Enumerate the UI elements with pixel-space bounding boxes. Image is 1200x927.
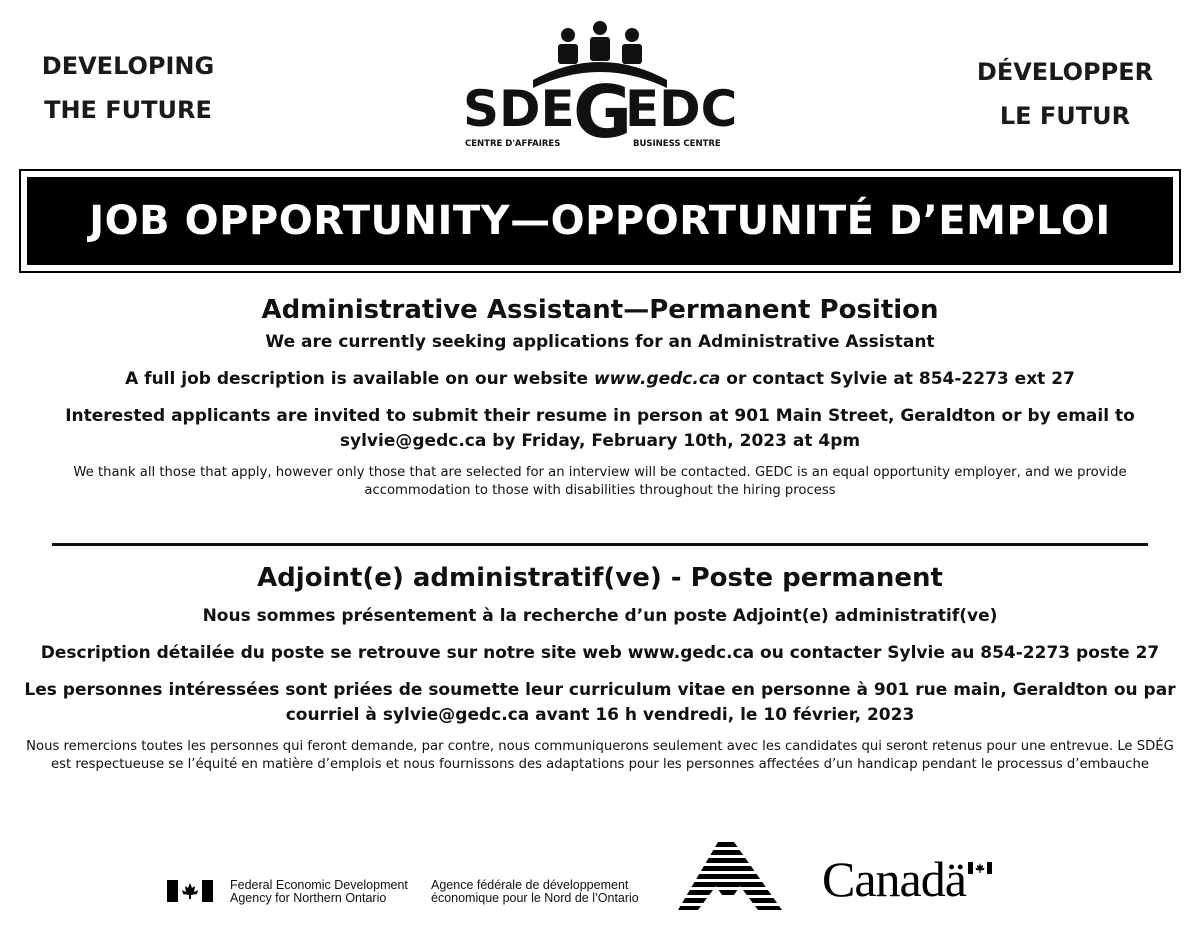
tagline-line: DÉVELOPPER (976, 58, 1154, 86)
logo-right-letters: EDC (625, 80, 738, 138)
agency-line: économique pour le Nord de l’Ontario (431, 891, 639, 905)
english-line-1: We are currently seeking applications for an Administrative Assistant (265, 332, 935, 352)
french-heading: Adjoint(e) administratif(ve) - Poste permanent (257, 563, 943, 593)
fednor-logo-icon (678, 842, 782, 910)
french-line-3: Les personnes intéressées sont priées de soumette leur curriculum vitae en personne à 901 rue main, Geraldton ou par courriel à sylvie@gedc.ca avant 16 h vendredi, le 10 février, 2023 (24, 680, 1176, 725)
agency-line: Agency for Northern Ontario (230, 891, 387, 905)
canada-flag-icon (167, 880, 213, 902)
english-line-2-start: A full job description is available on our website (125, 369, 594, 389)
french-line-1: Nous sommes présentement à la recherche d’un poste Adjoint(e) administratif(ve) (202, 606, 998, 626)
french-line-2: Description détailée du poste se retrouve sur notre site web www.gedc.ca ou contacter Sylvie au 854-2273 poste 27 (40, 643, 1160, 663)
agency-line: Federal Economic Development (230, 878, 408, 892)
french-section (20, 561, 1180, 774)
english-line-2 (20, 367, 1180, 392)
english-heading: Administrative Assistant—Permanent Position (261, 295, 939, 325)
english-section (20, 293, 1180, 500)
tagline-line: DEVELOPING (41, 52, 215, 80)
job-opportunity-banner (19, 169, 1181, 273)
tagline-line: THE FUTURE (44, 96, 212, 124)
agency-name-french (431, 879, 639, 905)
tagline-line: LE FUTUR (999, 102, 1131, 130)
logo-sub-left: CENTRE D'AFFAIRES (465, 139, 561, 149)
banner-title: JOB OPPORTUNITY—OPPORTUNITÉ D’EMPLOI (27, 177, 1173, 265)
french-note: Nous remercions toutes les personnes qui feront demande, par contre, nous communiquerons seulement avec les candidates qui seront retenus pour une entrevue. Le SDÉG est respectueuse se l’équité en matière d’emplois et nous fournissons des adaptations pour les personnes affectées d’un handicap pendant le processus d’embauche (26, 739, 1174, 772)
section-divider (52, 543, 1148, 546)
english-line-3: Interested applicants are invited to submit their resume in person at 901 Main Street, Geraldton or by email to sylvie@gedc.ca by Friday, February 10th, 2023 at 4pm (65, 406, 1135, 451)
tagline-french (970, 50, 1160, 138)
funder-footer (0, 840, 1200, 920)
agency-name-english (230, 879, 408, 905)
agency-line: Agence fédérale de développement (431, 878, 629, 892)
tagline-english (40, 44, 216, 132)
logo-big-g: G (573, 70, 633, 154)
website-link[interactable]: www.gedc.ca (593, 369, 721, 389)
logo-sub-right: BUSINESS CENTRE (633, 139, 721, 149)
english-line-2-end: or contact Sylvie at 854-2273 ext 27 (720, 369, 1075, 389)
wordmark-flag-icon (968, 862, 992, 874)
english-note: We thank all those that apply, however only those that are selected for an interview will be contacted. GEDC is an equal opportunity employer, and we provide accommodation to those with disabilities throughout the hiring process (73, 465, 1127, 498)
sdegedc-logo (455, 10, 745, 158)
canada-wordmark: Canadä (822, 851, 966, 907)
people-arch-icon (455, 10, 745, 158)
logo-left-letters: SDE (463, 80, 575, 138)
